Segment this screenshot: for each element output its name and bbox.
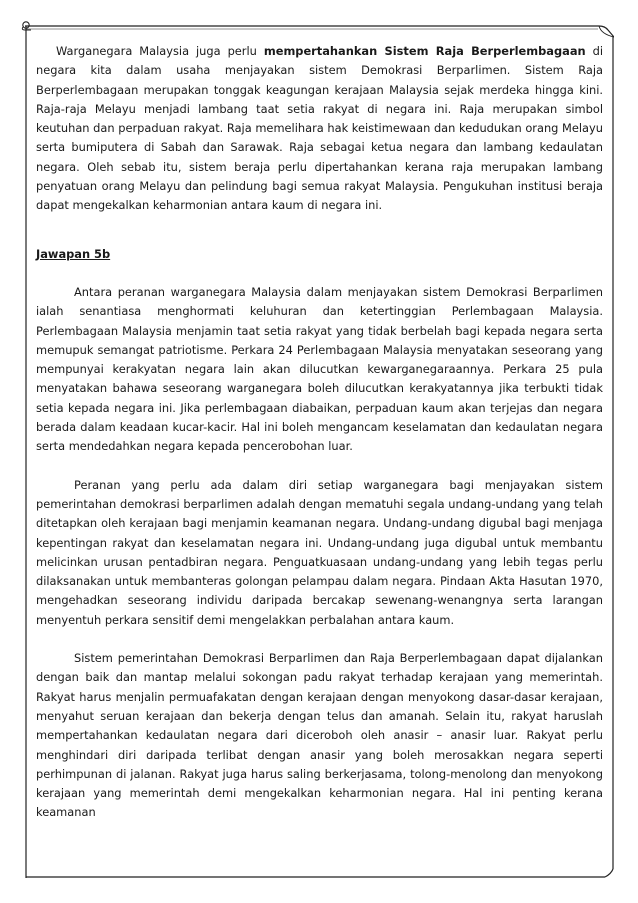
document-body <box>36 42 603 823</box>
paragraph-2: Antara peranan warganegara Malaysia dalam menjayakan sistem Demokrasi Berparlimen ialah senantiasa menghormati keluhuran dan ketertinggian Perlembagaan Malaysia. Perlembagaan Malaysia menjamin taat setia rakyat yang tidak berbelah bagi kepada negara serta memupuk semangat patriotisme. Perkara 24 Perlembagaan Malaysia menyatakan seseorang yang mempunyai kerakyatan negara lain akan dilucutkan kewarganegaraannya. Perkara 25 pula menyatakan bahawa seseorang warganegara boleh dilucutkan kerakyatannya jika terbukti tidak setia kepada negara ini. Jika perlembagaan diabaikan, perpaduan kaum akan terjejas dan negara berada dalam keadaan kucar-kacir. Hal ini boleh mengancam keselamatan dan kedaulatan negara serta mendedahkan negara kepada pencerobohan luar. <box>36 284 603 454</box>
spacer <box>36 457 603 476</box>
paragraph-1-emphasis: mempertahankan Sistem Raja Berperlembagaan <box>263 44 586 58</box>
scroll-curl-icon <box>19 18 33 32</box>
paragraph-4: Sistem pemerintahan Demokrasi Berparlimen dan Raja Berperlembagaan dapat dijalankan dengan baik dan mantap melalui sokongan padu rakyat terhadap kerajaan yang memerintah. Rakyat harus menjalin permuafakatan dengan kerajaan dengan menyokong dasar-dasar kerajaan, menyahut seruan kerajaan dan bekerja dengan telus dan amanah. Selain itu, rakyat haruslah mempertahankan kedaulatan negara dari diceroboh oleh anasir – anasir luar. Rakyat perlu menghindari diri daripada terlibat dengan anasir yang boleh merosakkan negara seperti perhimpunan di jalanan. Rakyat juga harus saling berkerjasama, tolong-menolong dan menyokong kerajaan yang memerintah demi mengekalkan keharmonian negara. Hal ini penting kerana keamanan <box>36 651 603 820</box>
paragraph-1-rest: di negara kita dalam usaha menjayakan sistem Demokrasi Berparlimen. Sistem Raja Berperlembagaan merupakan tonggak keagungan kerajaan Malaysia sejak merdeka hingga kini. Raja-raja Melayu menjadi lambang taat setia rakyat di negara ini. Raja merupakan simbol keutuhan dan perpaduan rakyat. Raja memelihara hak keistimewaan dan kedudukan orang Melayu serta bumiputera di Sabah dan Sarawak. Raja sebagai ketua negara dan lambang kedaulatan negara. Oleh sebab itu, sistem beraja perlu dipertahankan kerana raja merupakan lambang penyatuan orang Melayu dan pelindung bagi semua rakyat Malaysia. Pengukuhan institusi beraja dapat mengekalkan keharmonian antara kaum di negara ini. <box>36 44 603 213</box>
paragraph-1-lead: Warganegara Malaysia juga perlu <box>56 44 264 58</box>
spacer <box>36 216 603 245</box>
scroll-frame <box>25 24 614 878</box>
paragraph-3: Peranan yang perlu ada dalam diri setiap warganegara bagi menjayakan sistem pemerintahan demokrasi berparlimen adalah dengan mematuhi segala undang-undang yang telah ditetapkan oleh kerajaan bagi menjamin keamanan negara. Undang-undang digubal bagi menjaga kepentingan rakyat dan keselamatan negara ini. Undang-undang juga digubal untuk membantu melicinkan urusan pentadbiran negara. Penguatkuasaan undang-undang yang lebih tegas perlu dilaksanakan untuk membanteras golongan pelampau dalam negara. Pindaan Akta Hasutan 1970, mengehadkan seseorang individu daripada bercakap sewenang-wenangnya serta larangan menyentuh perkara sensitif demi mengelakkan perbalahan antara kaum. <box>36 477 603 627</box>
spacer <box>36 264 603 283</box>
paragraph-1 <box>36 42 603 216</box>
section-heading: Jawapan 5b <box>36 246 111 261</box>
spacer <box>36 630 603 649</box>
